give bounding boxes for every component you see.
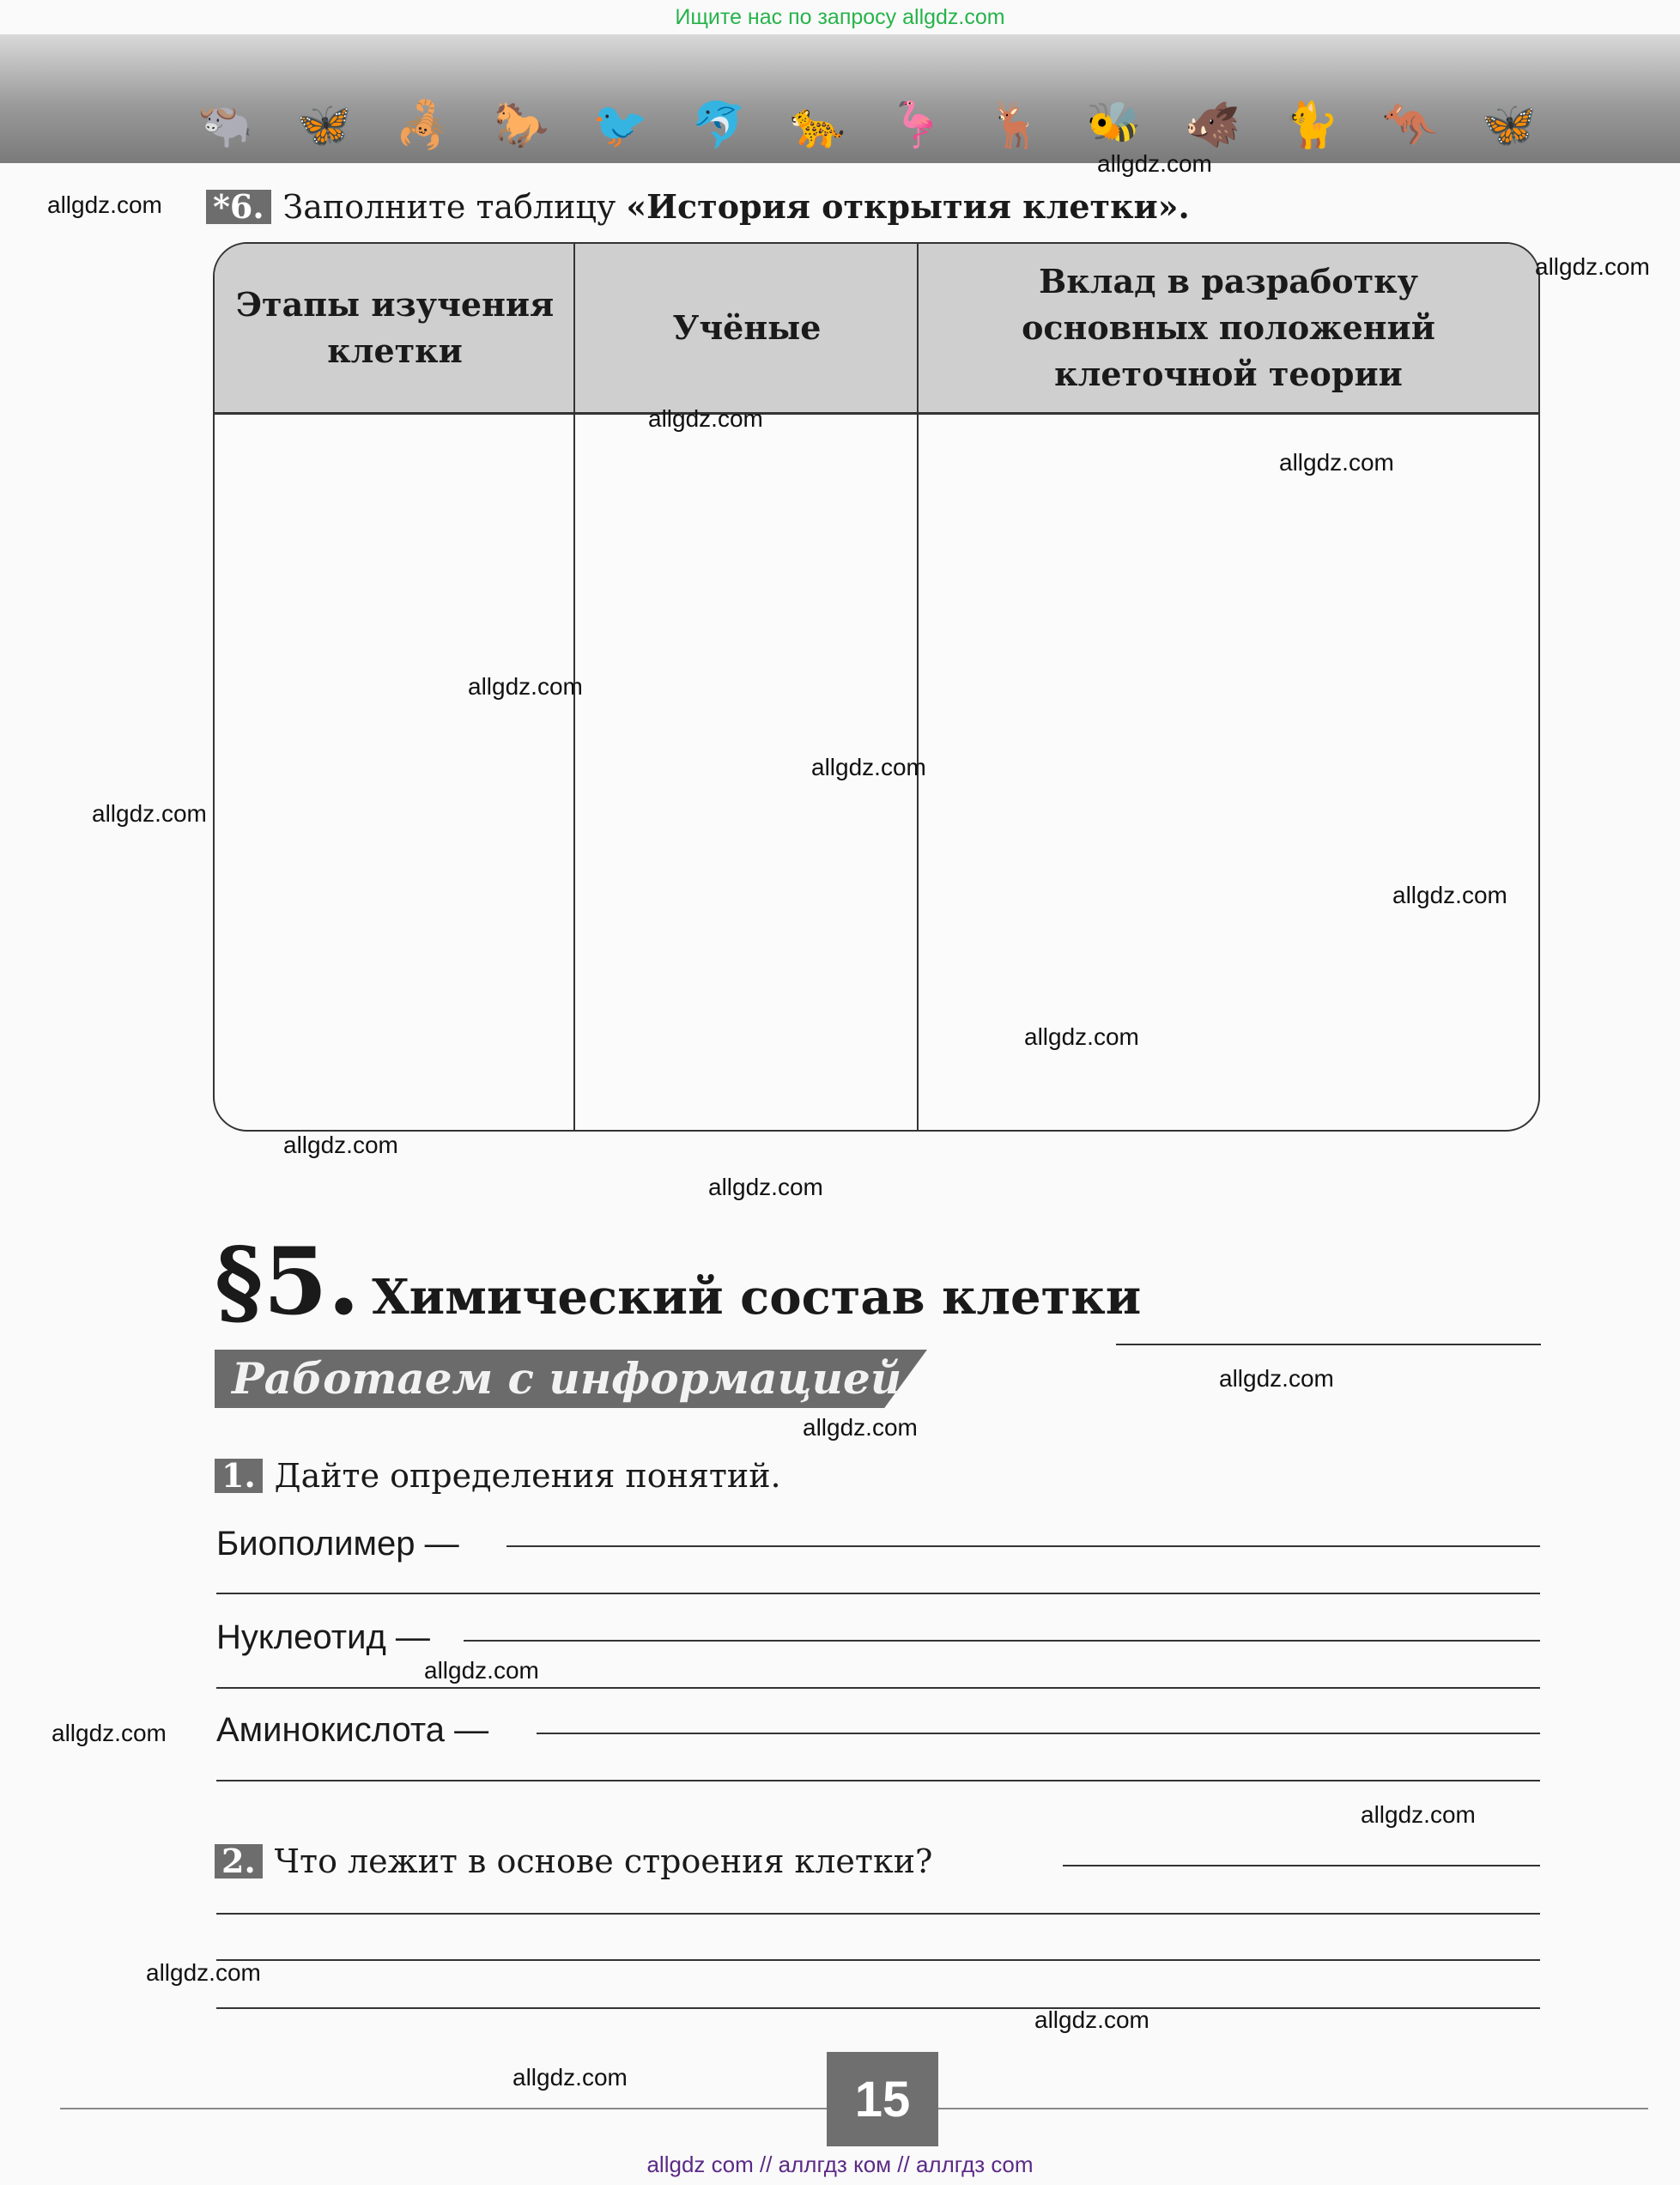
task-1-heading xyxy=(215,1457,781,1495)
column-header-scientists: Учёные xyxy=(672,308,822,347)
watermark: allgdz.com xyxy=(1279,449,1394,476)
butterfly-icon: 🦋 xyxy=(296,99,352,151)
dolphin-icon: 🐬 xyxy=(691,99,747,151)
watermark: allgdz.com xyxy=(1097,150,1212,177)
answer-line[interactable] xyxy=(216,1687,1540,1689)
answer-line[interactable] xyxy=(1063,1865,1540,1866)
bison-icon: 🐃 xyxy=(197,99,253,151)
deer-icon: 🦌 xyxy=(987,99,1043,151)
task-6-heading xyxy=(206,187,1190,226)
butterfly-icon: 🦋 xyxy=(1481,99,1537,151)
table-cell-stages[interactable] xyxy=(215,415,573,1130)
horse-icon: 🐎 xyxy=(494,99,549,151)
answer-line[interactable] xyxy=(216,1780,1540,1781)
watermark: allgdz.com xyxy=(1535,253,1650,280)
term-nucleotide: Нуклеотид — xyxy=(216,1618,430,1656)
term-biopolymer: Биополимер — xyxy=(216,1525,459,1563)
divider xyxy=(1116,1344,1541,1345)
watermark: allgdz.com xyxy=(1034,2006,1149,2033)
watermark: allgdz.com xyxy=(648,405,763,432)
watermark: allgdz.com xyxy=(283,1132,398,1158)
task-1-number: 1. xyxy=(215,1459,263,1493)
answer-line[interactable] xyxy=(506,1545,1540,1547)
cat-icon: 🐈 xyxy=(1283,99,1339,151)
history-table xyxy=(213,242,1540,1132)
watermark: allgdz.com xyxy=(47,191,162,218)
watermark: allgdz.com xyxy=(811,754,926,780)
watermark: allgdz.com xyxy=(803,1414,918,1441)
watermark: allgdz.com xyxy=(424,1657,539,1684)
task-2-text: Что лежит в основе строения клетки? xyxy=(274,1842,933,1880)
watermark: allgdz.com xyxy=(708,1174,823,1200)
answer-line[interactable] xyxy=(537,1733,1540,1734)
table-header xyxy=(215,244,1538,415)
bird-icon: 🐦 xyxy=(592,99,648,151)
answer-line[interactable] xyxy=(216,1593,1540,1594)
paragraph-sign: § xyxy=(215,1228,264,1336)
task-6-number: *6. xyxy=(206,190,271,224)
bee-icon: 🐝 xyxy=(1086,99,1142,151)
animal-silhouettes xyxy=(197,94,1537,155)
watermark: allgdz.com xyxy=(52,1720,167,1746)
table-cell-contribution[interactable] xyxy=(919,415,1538,1130)
watermark: allgdz.com xyxy=(146,1959,261,1986)
watermark: allgdz.com xyxy=(512,2064,628,2091)
boar-icon: 🐗 xyxy=(1185,99,1240,151)
watermark: allgdz.com xyxy=(1392,882,1507,908)
watermark: allgdz.com xyxy=(1219,1365,1334,1392)
leopard-icon: 🐆 xyxy=(790,99,846,151)
page-number: 15 xyxy=(827,2052,938,2146)
kangaroo-icon: 🦘 xyxy=(1382,99,1438,151)
scorpion-icon: 🦂 xyxy=(395,99,451,151)
answer-line[interactable] xyxy=(216,1959,1540,1961)
answer-line[interactable] xyxy=(464,1640,1540,1642)
task-6-title: «История открытия клетки». xyxy=(626,187,1190,226)
watermark: allgdz.com xyxy=(468,673,583,700)
task-2-number: 2. xyxy=(215,1844,263,1878)
watermark: allgdz.com xyxy=(1024,1023,1139,1050)
flamingo-icon: 🦩 xyxy=(889,99,944,151)
column-header-contribution: Вклад в разработку основных положений клеточной теории xyxy=(1022,262,1435,393)
task-1-text: Дайте определения понятий. xyxy=(274,1457,781,1495)
section-banner-text: Работаем с информацией xyxy=(232,1353,902,1404)
task-6-text: Заполните таблицу xyxy=(282,188,627,226)
term-amino-acid: Аминокислота — xyxy=(216,1711,489,1749)
watermark: allgdz.com xyxy=(1361,1801,1476,1828)
task-2-heading xyxy=(215,1842,932,1880)
paragraph-title xyxy=(215,1228,1141,1336)
watermark: allgdz.com xyxy=(92,800,207,827)
answer-line[interactable] xyxy=(216,1913,1540,1915)
site-bottom-banner: allgdz com // аллгдз ком // аллгдз com xyxy=(646,2152,1034,2177)
paragraph-heading: Химический состав клетки xyxy=(372,1269,1142,1326)
answer-line[interactable] xyxy=(216,2007,1540,2009)
paragraph-number: 5. xyxy=(263,1228,361,1336)
site-top-banner: Ищите нас по запросу allgdz.com xyxy=(675,5,1005,29)
column-header-stages: Этапы изучения клетки xyxy=(235,285,555,370)
